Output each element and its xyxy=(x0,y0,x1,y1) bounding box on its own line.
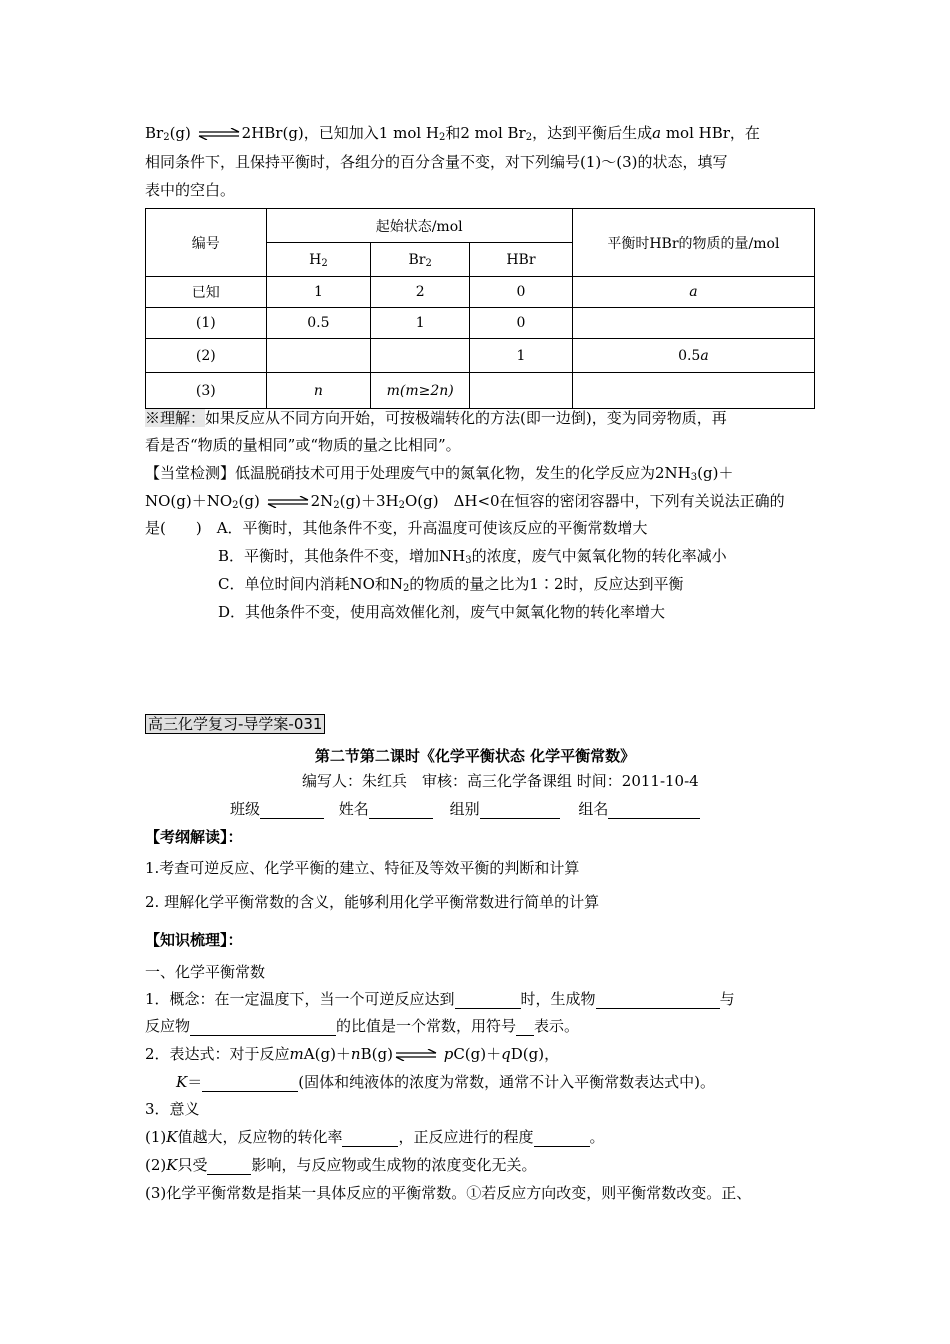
problem-line-2: 相同条件下，且保持平衡时，各组分的百分含量不变，对下列编号(1)～(3)的状态，填写 xyxy=(145,153,728,171)
table-row: (3) n m(m≥2n) xyxy=(146,373,815,409)
student-info: 班级 姓名 组别 组名 xyxy=(230,799,700,819)
knowledge-heading: 【知识梳理】： xyxy=(145,931,243,949)
k-expression: K＝ (固体和纯液体的浓度为常数，通常不计入平衡常数表达式中)。 xyxy=(176,1073,715,1091)
understanding-note-2: 看是否“物质的量相同”或“物质的量之比相同”。 xyxy=(145,436,461,454)
option-c: C．单位时间内消耗NO和$N_2$的物质的量之比为1∶2时，反应达到平衡 xyxy=(218,575,684,594)
outline-item-2: 2. 理解化学平衡常数的含义，能够利用化学平衡常数进行简单的计算 xyxy=(145,893,600,911)
header-br2: $Br_2$ xyxy=(371,243,470,277)
equilibrium-table xyxy=(145,208,815,409)
meaning-2: (2)K只受 影响，与反应物或生成物的浓度变化无关。 xyxy=(145,1156,537,1174)
table-row: 已知 1 2 0 a xyxy=(146,277,815,308)
header-id: 编号 xyxy=(146,209,267,277)
problem-line-3: 表中的空白。 xyxy=(145,181,236,199)
outline-heading: 【考纲解读】： xyxy=(145,828,243,846)
equilibrium-arrow-icon xyxy=(266,496,310,508)
option-b: B．平衡时，其他条件不变，增加$NH_3$的浓度，废气中氮氧化物的转化率减小 xyxy=(218,547,727,566)
table-row: (2) 1 0.5a xyxy=(146,339,815,373)
equilibrium-arrow-icon xyxy=(394,1049,438,1061)
problem-line-1: $Br_2(g)$ 2HBr(g)，已知加入1 mol $H_2$和2 mol $Br_2$，达到平衡后生成a mol HBr，在 xyxy=(145,124,760,143)
check-line-3: 是( ) A．平衡时，其他条件不变，升高温度可使该反应的平衡常数增大 xyxy=(145,519,648,537)
outline-item-1: 1.考查可逆反应、化学平衡的建立、特征及等效平衡的判断和计算 xyxy=(145,859,580,877)
doc-tag: 高三化学复习-导学案-031 xyxy=(145,714,325,734)
section-1-title: 一、化学平衡常数 xyxy=(145,963,266,981)
understanding-note: ※理解：如果反应从不同方向开始，可按极端转化的方法(即一边倒)，变为同旁物质，再 xyxy=(145,409,727,427)
option-d: D．其他条件不变，使用高效催化剂，废气中氮氧化物的转化率增大 xyxy=(218,603,666,621)
header-eq-hbr: 平衡时HBr的物质的量/mol xyxy=(572,209,814,277)
header-start-state: 起始状态/mol xyxy=(266,209,572,243)
concept-line-2: 反应物 的比值是一个常数，用符号 表示。 xyxy=(145,1017,580,1035)
equilibrium-arrow-icon xyxy=(197,128,241,140)
table-row: (1) 0.5 1 0 xyxy=(146,308,815,339)
authors-line: 编写人：朱红兵 审核：高三化学备课组 时间：2011-10-4 xyxy=(302,772,699,790)
check-line-2: $NO(g)+NO_2(g)$ $2N_2(g)+3H_2O(g)$ ΔH<0在恒容的密闭容器中，下列有关说法正确的 xyxy=(145,492,785,511)
concept-line-1: 1．概念：在一定温度下，当一个可逆反应达到 时，生成物 与 xyxy=(145,990,735,1008)
header-hbr: HBr xyxy=(470,243,573,277)
meaning-title: 3．意义 xyxy=(145,1100,200,1118)
page-title: 第二节第二课时《化学平衡状态 化学平衡常数》 xyxy=(314,747,636,765)
meaning-3: (3)化学平衡常数是指某一具体反应的平衡常数。①若反应方向改变，则平衡常数改变。正、 xyxy=(145,1184,752,1202)
meaning-1: (1)K值越大，反应物的转化率 ，正反应进行的程度 。 xyxy=(145,1128,605,1146)
check-line-1: 【当堂检测】低温脱硝技术可用于处理废气中的氮氧化物，发生的化学反应为$2NH_3(g)+$ xyxy=(145,464,734,483)
header-h2: $H_2$ xyxy=(266,243,371,277)
expression-line: 2．表达式：对于反应mA(g)＋nB(g) pC(g)＋qD(g)， xyxy=(145,1045,560,1063)
